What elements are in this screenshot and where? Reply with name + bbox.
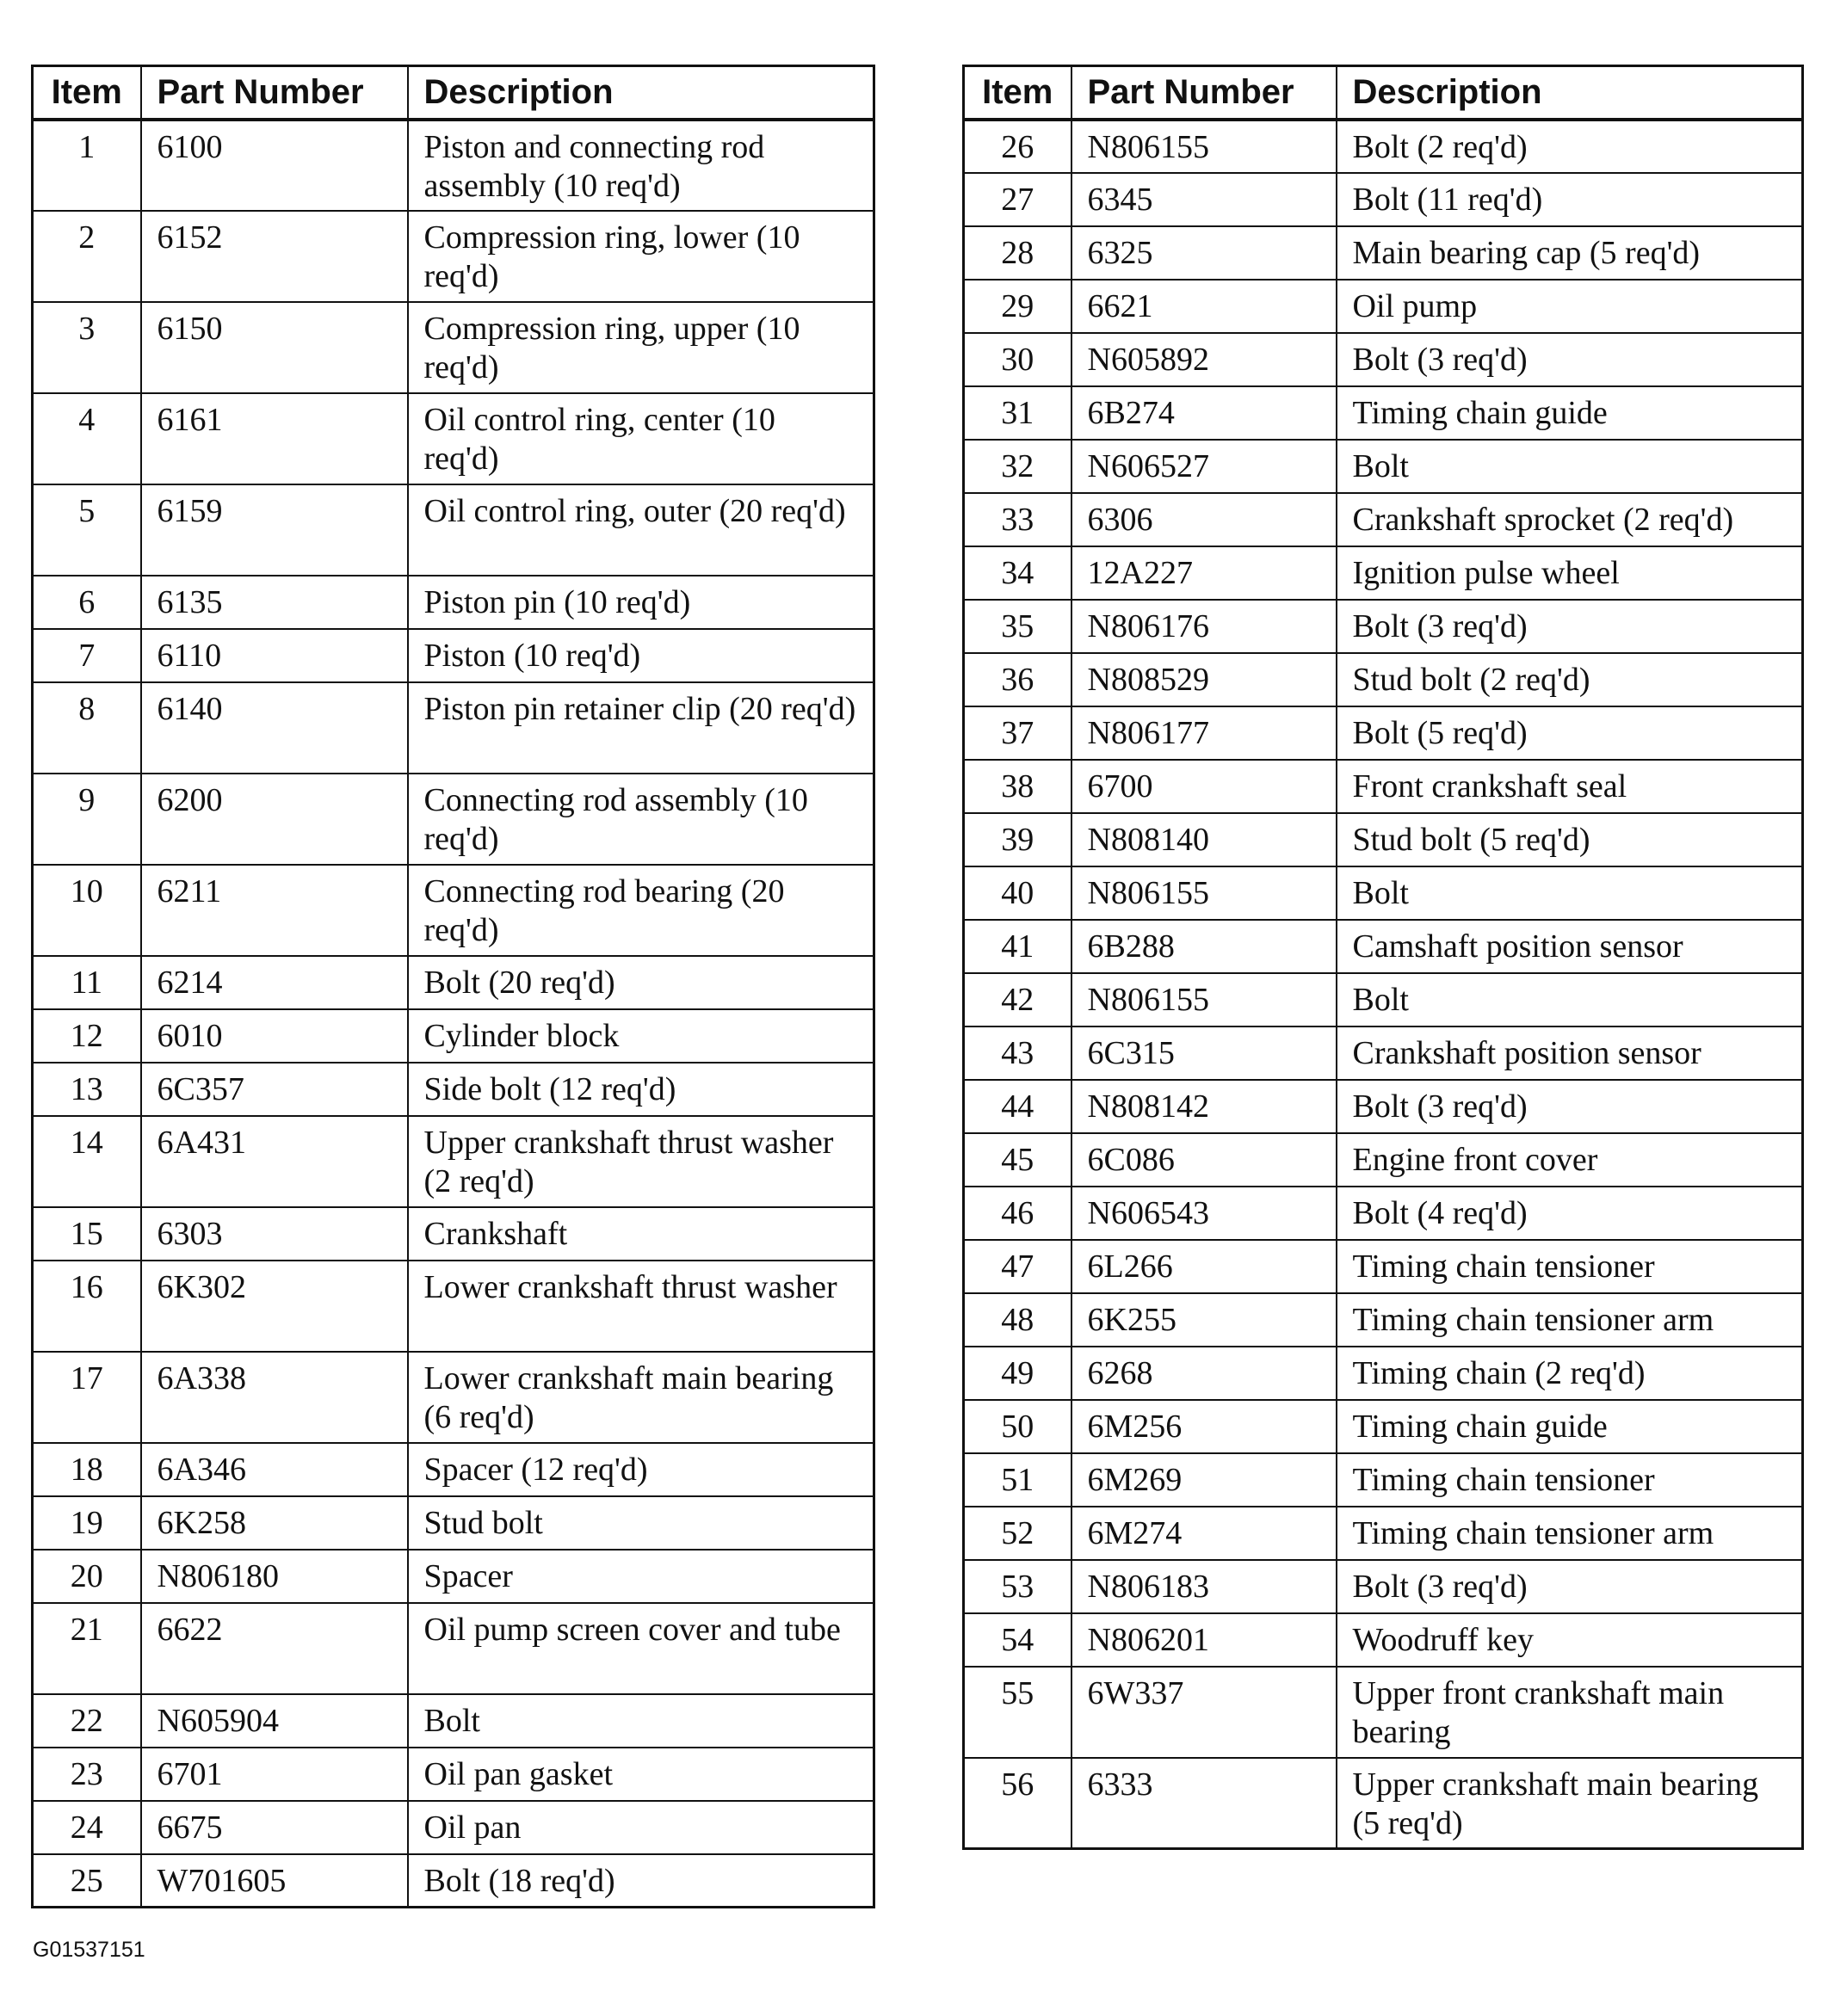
part-number-cell: N806176: [1071, 600, 1337, 653]
item-cell: 17: [33, 1352, 141, 1443]
description-cell: Upper crankshaft thrust washer (2 req'd): [408, 1116, 874, 1207]
item-cell: 23: [33, 1748, 141, 1801]
description-cell: Bolt (3 req'd): [1337, 333, 1803, 386]
part-number-cell: N605904: [141, 1694, 408, 1748]
part-number-cell: 6C357: [141, 1063, 408, 1116]
table-row: [33, 1748, 874, 1801]
part-number-cell: 6325: [1071, 226, 1337, 280]
table-row: [964, 120, 1803, 173]
item-cell: 39: [964, 813, 1071, 866]
part-number-cell: 6M269: [1071, 1453, 1337, 1507]
item-cell: 28: [964, 226, 1071, 280]
table-row: [33, 1207, 874, 1261]
item-cell: 33: [964, 493, 1071, 546]
description-cell: Upper crankshaft main bearing (5 req'd): [1337, 1758, 1803, 1849]
item-cell: 31: [964, 386, 1071, 440]
part-number-cell: 6M274: [1071, 1507, 1337, 1560]
description-cell: Oil pump: [1337, 280, 1803, 333]
table-row: [33, 1801, 874, 1854]
part-number-cell: 6A346: [141, 1443, 408, 1496]
item-cell: 14: [33, 1116, 141, 1207]
description-cell: Piston pin (10 req'd): [408, 576, 874, 629]
table-row: [964, 1400, 1803, 1453]
part-number-cell: N808142: [1071, 1080, 1337, 1133]
item-cell: 4: [33, 393, 141, 484]
item-cell: 6: [33, 576, 141, 629]
table-row: [33, 1550, 874, 1603]
part-number-cell: W701605: [141, 1854, 408, 1908]
part-number-cell: 6161: [141, 393, 408, 484]
item-cell: 25: [33, 1854, 141, 1908]
part-number-cell: 6268: [1071, 1347, 1337, 1400]
item-cell: 27: [964, 173, 1071, 226]
part-number-cell: N806201: [1071, 1613, 1337, 1667]
table-row: [964, 226, 1803, 280]
part-number-cell: N605892: [1071, 333, 1337, 386]
part-number-cell: 6621: [1071, 280, 1337, 333]
item-cell: 41: [964, 920, 1071, 973]
table-row: [33, 484, 874, 576]
description-cell: Compression ring, upper (10 req'd): [408, 302, 874, 393]
description-cell: Bolt (3 req'd): [1337, 1080, 1803, 1133]
item-cell: 44: [964, 1080, 1071, 1133]
part-number-cell: 6C086: [1071, 1133, 1337, 1187]
item-cell: 9: [33, 774, 141, 865]
description-cell: Stud bolt (5 req'd): [1337, 813, 1803, 866]
table-row: [964, 386, 1803, 440]
part-number-cell: 6M256: [1071, 1400, 1337, 1453]
table-row: [964, 280, 1803, 333]
item-cell: 5: [33, 484, 141, 576]
description-cell: Bolt: [408, 1694, 874, 1748]
table-row: [33, 1694, 874, 1748]
table-row: [964, 173, 1803, 226]
item-cell: 24: [33, 1801, 141, 1854]
description-cell: Side bolt (12 req'd): [408, 1063, 874, 1116]
description-cell: Bolt (4 req'd): [1337, 1187, 1803, 1240]
description-cell: Bolt: [1337, 973, 1803, 1026]
part-number-cell: 6700: [1071, 760, 1337, 813]
description-cell: Bolt (11 req'd): [1337, 173, 1803, 226]
part-number-cell: N606527: [1071, 440, 1337, 493]
table-row: [33, 1496, 874, 1550]
description-cell: Bolt (3 req'd): [1337, 1560, 1803, 1613]
parts-table-right: [962, 65, 1804, 1850]
item-cell: 35: [964, 600, 1071, 653]
item-cell: 42: [964, 973, 1071, 1026]
description-cell: Lower crankshaft main bearing (6 req'd): [408, 1352, 874, 1443]
table-row: [964, 1026, 1803, 1080]
part-number-cell: N806180: [141, 1550, 408, 1603]
column-header-part-number: Part Number: [1071, 66, 1337, 120]
item-cell: 48: [964, 1293, 1071, 1347]
part-number-cell: 12A227: [1071, 546, 1337, 600]
table-row: [964, 973, 1803, 1026]
description-cell: Timing chain tensioner arm: [1337, 1507, 1803, 1560]
table-row: [33, 302, 874, 393]
description-cell: Timing chain guide: [1337, 1400, 1803, 1453]
description-cell: Oil pan gasket: [408, 1748, 874, 1801]
item-cell: 50: [964, 1400, 1071, 1453]
table-row: [33, 1352, 874, 1443]
part-number-cell: N806155: [1071, 866, 1337, 920]
table-row: [964, 653, 1803, 706]
table-row: [964, 1347, 1803, 1400]
part-number-cell: 6K258: [141, 1496, 408, 1550]
part-number-cell: 6C315: [1071, 1026, 1337, 1080]
table-row: [964, 546, 1803, 600]
figure-code: G01537151: [33, 1938, 145, 1962]
description-cell: Crankshaft sprocket (2 req'd): [1337, 493, 1803, 546]
column-header-description: Description: [1337, 66, 1803, 120]
item-cell: 36: [964, 653, 1071, 706]
table-row: [964, 1187, 1803, 1240]
item-cell: 21: [33, 1603, 141, 1694]
part-number-cell: 6W337: [1071, 1667, 1337, 1758]
table-row: [33, 1063, 874, 1116]
table-row: [33, 1443, 874, 1496]
item-cell: 20: [33, 1550, 141, 1603]
description-cell: Upper front crankshaft main bearing: [1337, 1667, 1803, 1758]
part-number-cell: 6A338: [141, 1352, 408, 1443]
column-header-item: Item: [33, 66, 141, 120]
column-header-part-number: Part Number: [141, 66, 408, 120]
description-cell: Oil control ring, center (10 req'd): [408, 393, 874, 484]
table-row: [964, 1560, 1803, 1613]
description-cell: Oil pan: [408, 1801, 874, 1854]
item-cell: 7: [33, 629, 141, 682]
part-number-cell: 6L266: [1071, 1240, 1337, 1293]
part-number-cell: 6K255: [1071, 1293, 1337, 1347]
item-cell: 13: [33, 1063, 141, 1116]
item-cell: 26: [964, 120, 1071, 173]
part-number-cell: 6200: [141, 774, 408, 865]
table-row: [964, 920, 1803, 973]
part-number-cell: 6B274: [1071, 386, 1337, 440]
item-cell: 38: [964, 760, 1071, 813]
item-cell: 2: [33, 211, 141, 302]
table-row: [33, 865, 874, 956]
description-cell: Bolt (20 req'd): [408, 956, 874, 1009]
table-row: [964, 600, 1803, 653]
table-row: [33, 956, 874, 1009]
item-cell: 15: [33, 1207, 141, 1261]
description-cell: Connecting rod bearing (20 req'd): [408, 865, 874, 956]
part-number-cell: 6303: [141, 1207, 408, 1261]
item-cell: 1: [33, 120, 141, 211]
table-row: [33, 629, 874, 682]
part-number-cell: 6675: [141, 1801, 408, 1854]
description-cell: Stud bolt (2 req'd): [1337, 653, 1803, 706]
description-cell: Main bearing cap (5 req'd): [1337, 226, 1803, 280]
description-cell: Woodruff key: [1337, 1613, 1803, 1667]
description-cell: Timing chain (2 req'd): [1337, 1347, 1803, 1400]
item-cell: 34: [964, 546, 1071, 600]
part-number-cell: N806155: [1071, 973, 1337, 1026]
table-row: [33, 1116, 874, 1207]
table-row: [964, 1080, 1803, 1133]
part-number-cell: 6333: [1071, 1758, 1337, 1849]
item-cell: 49: [964, 1347, 1071, 1400]
description-cell: Stud bolt: [408, 1496, 874, 1550]
table-row: [964, 1293, 1803, 1347]
table-row: [964, 1758, 1803, 1849]
table-row: [33, 1854, 874, 1908]
part-number-cell: 6150: [141, 302, 408, 393]
item-cell: 18: [33, 1443, 141, 1496]
part-number-cell: 6214: [141, 956, 408, 1009]
item-cell: 56: [964, 1758, 1071, 1849]
table-row: [33, 1009, 874, 1063]
part-number-cell: 6345: [1071, 173, 1337, 226]
table-row: [33, 774, 874, 865]
item-cell: 8: [33, 682, 141, 774]
description-cell: Front crankshaft seal: [1337, 760, 1803, 813]
table-row: [33, 120, 874, 211]
table-row: [964, 1133, 1803, 1187]
description-cell: Oil pump screen cover and tube: [408, 1603, 874, 1694]
description-cell: Timing chain tensioner: [1337, 1453, 1803, 1507]
table-row: [33, 1603, 874, 1694]
item-cell: 51: [964, 1453, 1071, 1507]
part-number-cell: 6010: [141, 1009, 408, 1063]
item-cell: 30: [964, 333, 1071, 386]
table-row: [33, 576, 874, 629]
item-cell: 55: [964, 1667, 1071, 1758]
part-number-cell: 6152: [141, 211, 408, 302]
part-number-cell: N806177: [1071, 706, 1337, 760]
description-cell: Connecting rod assembly (10 req'd): [408, 774, 874, 865]
description-cell: Timing chain tensioner arm: [1337, 1293, 1803, 1347]
table-row: [964, 1613, 1803, 1667]
part-number-cell: N606543: [1071, 1187, 1337, 1240]
table-row: [964, 760, 1803, 813]
table-row: [33, 1261, 874, 1352]
description-cell: Engine front cover: [1337, 1133, 1803, 1187]
item-cell: 19: [33, 1496, 141, 1550]
description-cell: Cylinder block: [408, 1009, 874, 1063]
parts-table-left: [31, 65, 875, 1908]
item-cell: 40: [964, 866, 1071, 920]
table-row: [33, 393, 874, 484]
description-cell: Spacer (12 req'd): [408, 1443, 874, 1496]
part-number-cell: 6701: [141, 1748, 408, 1801]
description-cell: Spacer: [408, 1550, 874, 1603]
table-row: [964, 866, 1803, 920]
description-cell: Lower crankshaft thrust washer: [408, 1261, 874, 1352]
table-row: [964, 333, 1803, 386]
item-cell: 12: [33, 1009, 141, 1063]
part-number-cell: 6A431: [141, 1116, 408, 1207]
part-number-cell: 6159: [141, 484, 408, 576]
table-row: [964, 813, 1803, 866]
item-cell: 22: [33, 1694, 141, 1748]
table-row: [964, 706, 1803, 760]
description-cell: Bolt (5 req'd): [1337, 706, 1803, 760]
item-cell: 52: [964, 1507, 1071, 1560]
description-cell: Piston pin retainer clip (20 req'd): [408, 682, 874, 774]
description-cell: Ignition pulse wheel: [1337, 546, 1803, 600]
part-number-cell: 6306: [1071, 493, 1337, 546]
table-row: [964, 1667, 1803, 1758]
part-number-cell: 6110: [141, 629, 408, 682]
description-cell: Piston (10 req'd): [408, 629, 874, 682]
table-row: [33, 211, 874, 302]
table-row: [33, 682, 874, 774]
part-number-cell: 6140: [141, 682, 408, 774]
item-cell: 53: [964, 1560, 1071, 1613]
table-row: [964, 1507, 1803, 1560]
item-cell: 32: [964, 440, 1071, 493]
item-cell: 45: [964, 1133, 1071, 1187]
table-row: [964, 440, 1803, 493]
item-cell: 29: [964, 280, 1071, 333]
part-number-cell: 6B288: [1071, 920, 1337, 973]
description-cell: Camshaft position sensor: [1337, 920, 1803, 973]
description-cell: Oil control ring, outer (20 req'd): [408, 484, 874, 576]
table-header-row: [964, 66, 1803, 120]
item-cell: 10: [33, 865, 141, 956]
part-number-cell: N808140: [1071, 813, 1337, 866]
part-number-cell: N808529: [1071, 653, 1337, 706]
item-cell: 11: [33, 956, 141, 1009]
description-cell: Crankshaft: [408, 1207, 874, 1261]
part-number-cell: 6K302: [141, 1261, 408, 1352]
part-number-cell: N806155: [1071, 120, 1337, 173]
description-cell: Timing chain guide: [1337, 386, 1803, 440]
item-cell: 16: [33, 1261, 141, 1352]
description-cell: Piston and connecting rod assembly (10 req'd): [408, 120, 874, 211]
item-cell: 43: [964, 1026, 1071, 1080]
description-cell: Crankshaft position sensor: [1337, 1026, 1803, 1080]
table-row: [964, 1240, 1803, 1293]
table-header-row: [33, 66, 874, 120]
column-header-item: Item: [964, 66, 1071, 120]
part-number-cell: 6135: [141, 576, 408, 629]
item-cell: 3: [33, 302, 141, 393]
item-cell: 47: [964, 1240, 1071, 1293]
table-row: [964, 493, 1803, 546]
item-cell: 46: [964, 1187, 1071, 1240]
item-cell: 37: [964, 706, 1071, 760]
description-cell: Bolt: [1337, 440, 1803, 493]
description-cell: Compression ring, lower (10 req'd): [408, 211, 874, 302]
part-number-cell: N806183: [1071, 1560, 1337, 1613]
description-cell: Timing chain tensioner: [1337, 1240, 1803, 1293]
part-number-cell: 6211: [141, 865, 408, 956]
item-cell: 54: [964, 1613, 1071, 1667]
description-cell: Bolt: [1337, 866, 1803, 920]
column-header-description: Description: [408, 66, 874, 120]
description-cell: Bolt (18 req'd): [408, 1854, 874, 1908]
description-cell: Bolt (2 req'd): [1337, 120, 1803, 173]
table-row: [964, 1453, 1803, 1507]
part-number-cell: 6100: [141, 120, 408, 211]
description-cell: Bolt (3 req'd): [1337, 600, 1803, 653]
part-number-cell: 6622: [141, 1603, 408, 1694]
